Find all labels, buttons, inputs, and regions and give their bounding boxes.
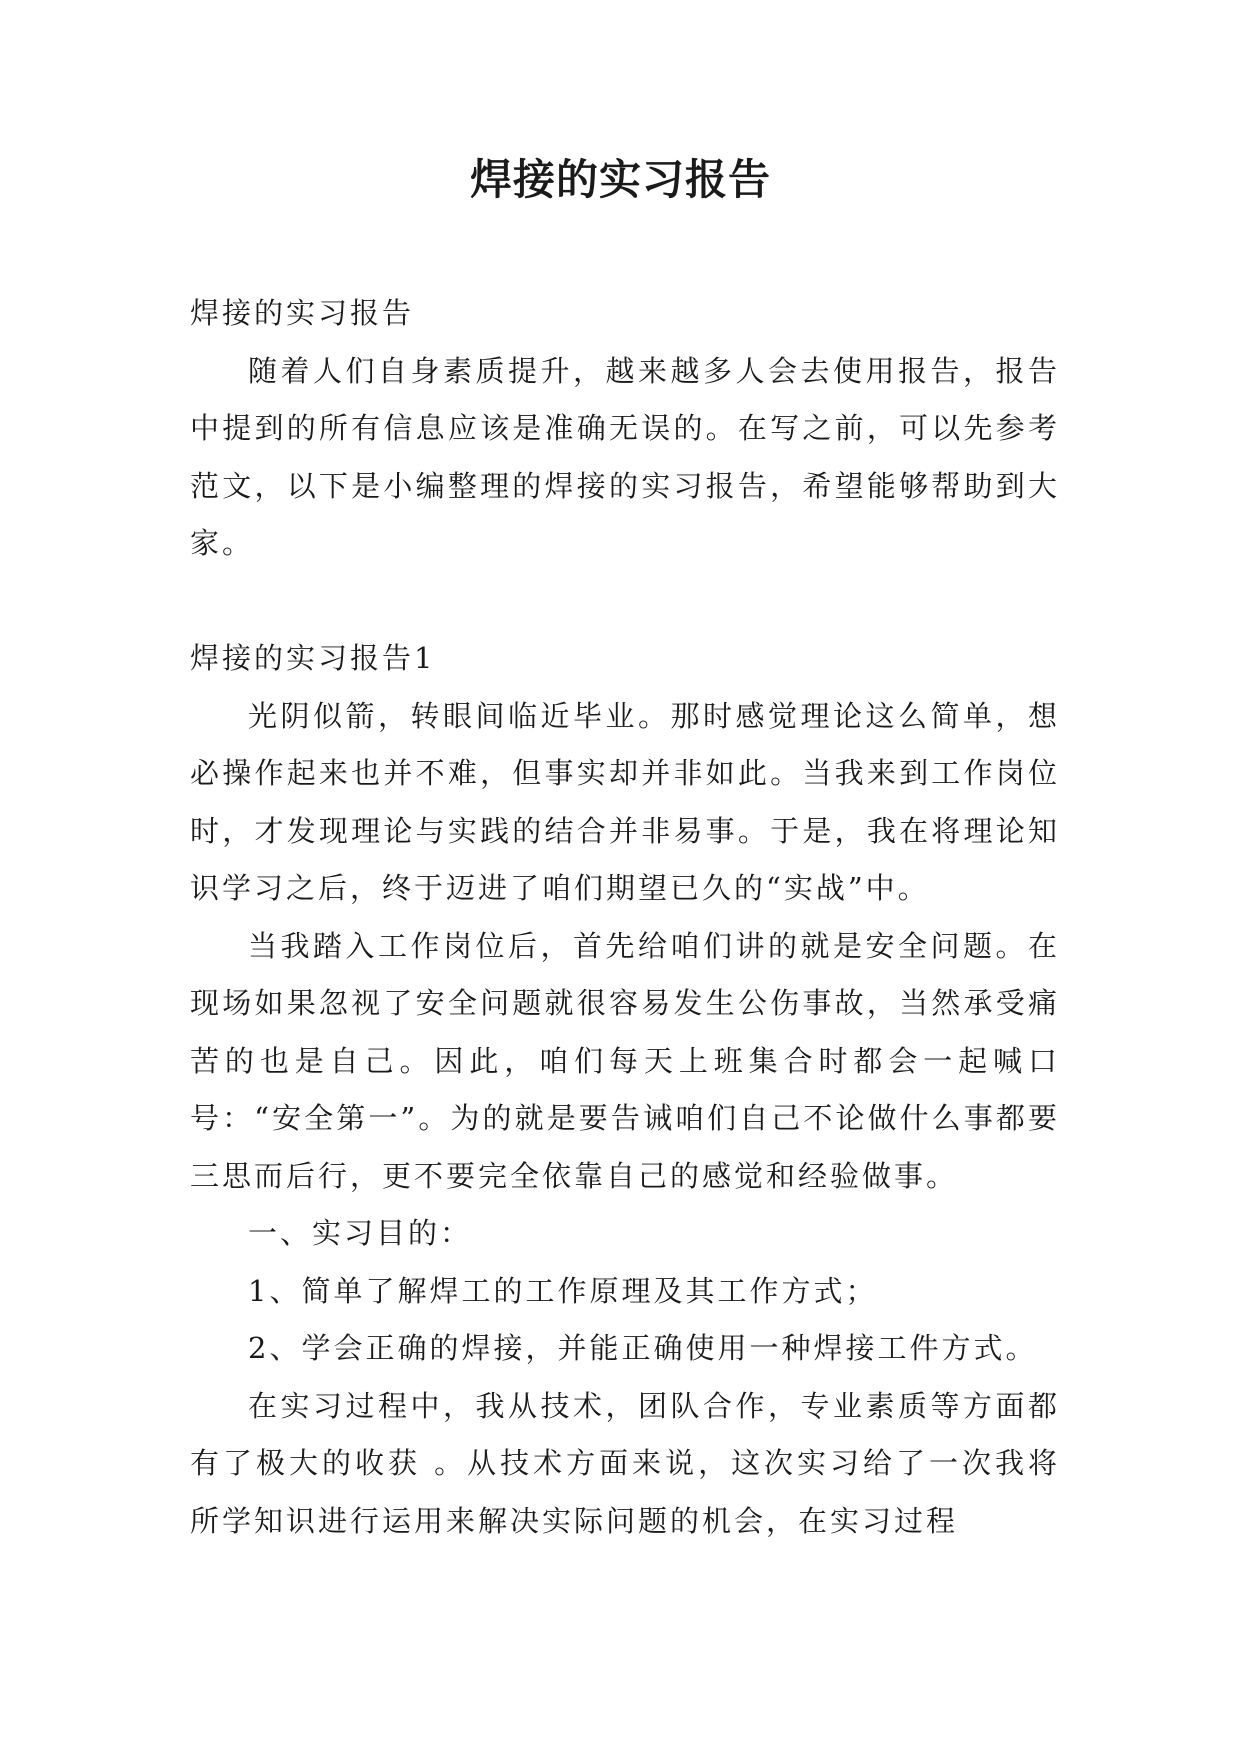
list-heading-purpose: 一、实习目的：: [248, 1216, 473, 1250]
body-paragraph: 当我踏入工作岗位后，首先给咱们讲的就是安全问题。在现场如果忽视了安全问题就很容易发生公伤事故，当然承受痛苦的也是自己。因此，咱们每天上班集合时都会一起喊口号：“安全第一”。为的就是要告诫咱们自己不论做什么事都要三思而后行，更不要完全依靠自己的感觉和经验做事。: [190, 928, 1060, 1193]
list-item: 1、简单了解焊工的工作原理及其工作方式；: [248, 1273, 878, 1308]
section-heading-intro: 焊接的实习报告: [190, 296, 415, 330]
document-title: 焊接的实习报告: [469, 155, 771, 204]
list-item: 2、学会正确的焊接，并能正确使用一种焊接工件方式。: [248, 1331, 1038, 1365]
intro-paragraph: 随着人们自身素质提升，越来越多人会去使用报告，报告中提到的所有信息应该是准确无误的。在写之前，可以先参考范文，以下是小编整理的焊接的实习报告，希望能够帮助到大家。: [190, 353, 1060, 560]
paragraph-spacer: [190, 573, 1060, 631]
document-body: [190, 285, 1060, 1550]
body-paragraph: 在实习过程中，我从技术，团队合作，专业素质等方面都有了极大的收获 。从技术方面来说，这次实习给了一次我将所学知识进行运用来解决实际问题的机会，在实习过程: [190, 1388, 1060, 1538]
body-paragraph: 光阴似箭，转眼间临近毕业。那时感觉理论这么简单，想必操作起来也并不难，但事实却并非如此。当我来到工作岗位时，才发现理论与实践的结合并非易事。于是，我在将理论知识学习之后，终于迈进了咱们期望已久的“实战”中。: [190, 698, 1060, 905]
section-heading-report-1: 焊接的实习报告1: [190, 641, 436, 675]
